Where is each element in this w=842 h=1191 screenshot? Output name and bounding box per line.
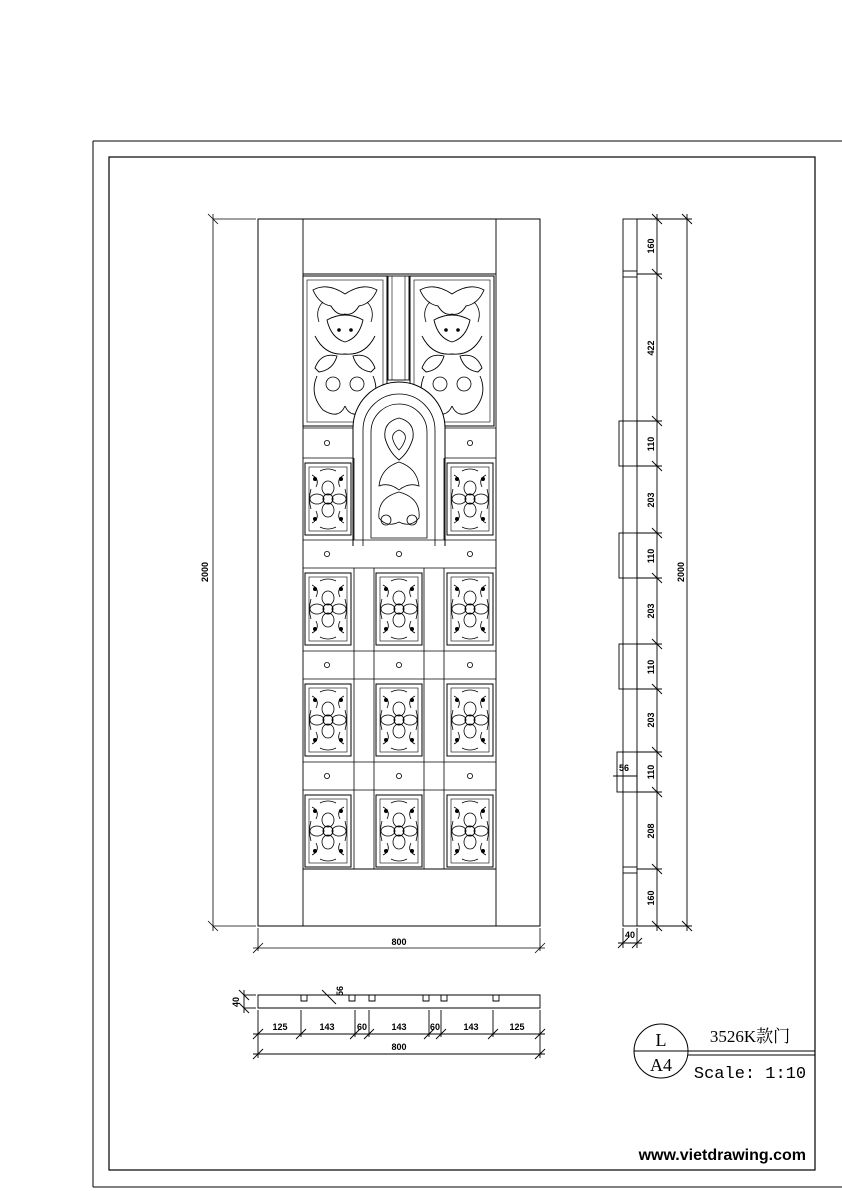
section-seg-dim: 125 <box>509 1022 525 1032</box>
side-seg-dim: 208 <box>646 823 656 839</box>
side-seg-dim: 203 <box>646 492 656 508</box>
section-seg-dim: 143 <box>463 1022 479 1032</box>
title-mark-bottom: A4 <box>650 1055 672 1075</box>
website-watermark: www.vietdrawing.com <box>638 1147 806 1164</box>
side-seg-dim: 160 <box>646 238 656 254</box>
front-elevation <box>208 214 545 953</box>
front-width-dim: 800 <box>391 937 407 947</box>
title-mark-top: L <box>655 1030 667 1050</box>
section-seg-dim: 125 <box>272 1022 288 1032</box>
side-total-dim: 2000 <box>676 561 686 583</box>
side-seg-dim: 422 <box>646 340 656 356</box>
side-seg-dim: 203 <box>646 603 656 619</box>
section-seg-dim: 143 <box>319 1022 335 1032</box>
section-groove-dim: 56 <box>335 985 345 997</box>
side-thickness-dim: 40 <box>624 930 636 940</box>
title-block <box>634 1024 815 1084</box>
drawing-scale: Scale: 1:10 <box>693 1065 807 1084</box>
drawing-title: 3526K款门 <box>709 1027 791 1046</box>
section-dimension-labels <box>231 986 525 1052</box>
side-tenon-dim: 56 <box>618 763 630 773</box>
section-seg-dim: 143 <box>391 1022 407 1032</box>
side-seg-dim: 110 <box>646 436 656 452</box>
section-seg-dim: 60 <box>429 1022 441 1032</box>
side-seg-dim: 203 <box>646 712 656 728</box>
side-seg-dim: 160 <box>646 890 656 906</box>
section-thickness-dim: 40 <box>231 996 241 1008</box>
front-height-dim: 2000 <box>200 561 210 583</box>
side-dimension-labels <box>619 238 686 940</box>
section-total-dim: 800 <box>391 1042 407 1052</box>
side-seg-dim: 110 <box>646 659 656 675</box>
side-seg-dim: 110 <box>646 764 656 780</box>
side-seg-dim: 110 <box>646 548 656 564</box>
section-seg-dim: 60 <box>356 1022 368 1032</box>
